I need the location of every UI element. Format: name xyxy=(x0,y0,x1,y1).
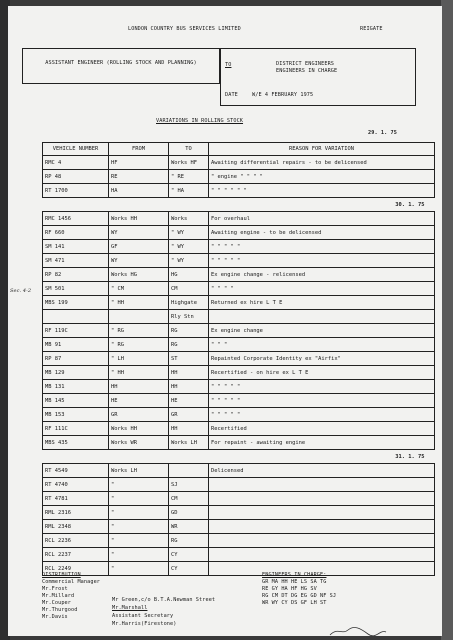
cell-to: CY xyxy=(169,562,209,576)
table-row xyxy=(43,520,435,534)
cell-to: " RE xyxy=(169,170,209,184)
cell-to: RG xyxy=(169,338,209,352)
cell-to: CY xyxy=(169,548,209,562)
cell-reason xyxy=(209,548,435,562)
from-text: ASSISTANT ENGINEER (ROLLING STOCK AND PLANNING) xyxy=(45,60,197,66)
cell-to: CM xyxy=(169,492,209,506)
cell-vehicle: RP 48 xyxy=(43,170,109,184)
cell-reason: Returned ex hire L T E xyxy=(209,296,435,310)
cell-from: WY xyxy=(109,254,169,268)
cell-vehicle: RT 4781 xyxy=(43,492,109,506)
cell-to: HH xyxy=(169,366,209,380)
table-row xyxy=(43,310,435,324)
distribution-heading: DISTRIBUTION xyxy=(42,572,81,578)
cell-reason: Ex engine change - relicensed xyxy=(209,268,435,282)
table-row xyxy=(43,324,435,338)
section-date-row xyxy=(43,450,435,464)
cell-reason: " " " " " xyxy=(209,408,435,422)
table-row xyxy=(43,422,435,436)
cell-reason: Delicensed xyxy=(209,464,435,478)
dist-name: Mr.Davis xyxy=(42,614,68,620)
cell-vehicle xyxy=(43,310,109,324)
dist-name: Mr.Couper xyxy=(42,600,72,606)
to-line-2: ENGINEERS IN CHARGE xyxy=(276,68,338,74)
cell-reason: Awaiting differential repairs - to be delicensed xyxy=(209,156,435,170)
cell-from: " CM xyxy=(109,282,169,296)
table-row xyxy=(43,394,435,408)
col-reason: REASON FOR VARIATION xyxy=(209,143,435,156)
table-row xyxy=(43,296,435,310)
table-row xyxy=(43,352,435,366)
cell-vehicle: RP 82 xyxy=(43,268,109,282)
cell-to: HH xyxy=(169,380,209,394)
cell-from: WY xyxy=(109,226,169,240)
cell-vehicle: RCL 2249 xyxy=(43,562,109,576)
engineers-line: RG CM DT DG EG GD NF SJ xyxy=(262,593,337,599)
cell-from: " xyxy=(109,520,169,534)
table-row xyxy=(43,534,435,548)
cell-from: GR xyxy=(109,408,169,422)
table-row xyxy=(43,562,435,576)
table-row xyxy=(43,282,435,296)
cell-from: HF xyxy=(109,156,169,170)
cell-vehicle: RCL 2237 xyxy=(43,548,109,562)
cell-to: Works LH xyxy=(169,436,209,450)
cell-vehicle: MB 129 xyxy=(43,366,109,380)
cell-from: " HH xyxy=(109,366,169,380)
cell-from: " xyxy=(109,548,169,562)
cell-vehicle: RF 111C xyxy=(43,422,109,436)
cell-vehicle: SM 501 xyxy=(43,282,109,296)
cell-reason: " " " " " xyxy=(209,240,435,254)
table-row xyxy=(43,380,435,394)
cell-reason: " " " xyxy=(209,338,435,352)
cell-from: " xyxy=(109,478,169,492)
table-row xyxy=(43,478,435,492)
cell-vehicle: MB 91 xyxy=(43,338,109,352)
cell-to: " WY xyxy=(169,240,209,254)
cell-vehicle: RT 4740 xyxy=(43,478,109,492)
cell-to: SJ xyxy=(169,478,209,492)
to-box xyxy=(220,48,416,106)
cell-reason xyxy=(209,310,435,324)
cell-to: " WY xyxy=(169,226,209,240)
table-row xyxy=(43,226,435,240)
cell-from xyxy=(109,310,169,324)
cell-to: Works xyxy=(169,212,209,226)
to-text xyxy=(276,61,337,75)
table-header xyxy=(43,143,435,156)
cell-reason: " " " " xyxy=(209,282,435,296)
cell-from: " RG xyxy=(109,324,169,338)
cell-from: Works HH xyxy=(109,422,169,436)
engineers-line: RE GY HA HF HG SV xyxy=(262,586,317,592)
engineers-heading: ENGINEERS IN CHARGE: xyxy=(262,572,327,578)
cell-reason: " " " " " xyxy=(209,380,435,394)
cell-to: WR xyxy=(169,520,209,534)
cell-from: " RG xyxy=(109,338,169,352)
to-line-1: DISTRICT ENGINEERS xyxy=(276,61,335,67)
table-row xyxy=(43,268,435,282)
table-row xyxy=(43,464,435,478)
section-date: 30. 1. 75 xyxy=(43,198,435,212)
cell-vehicle: RP 87 xyxy=(43,352,109,366)
cell-reason: Recertified - on hire ex L T E xyxy=(209,366,435,380)
table-row xyxy=(43,338,435,352)
table-row xyxy=(43,240,435,254)
to-label: TO xyxy=(225,62,232,68)
cell-reason: Awaiting engine - to be delicensed xyxy=(209,226,435,240)
cell-from: HA xyxy=(109,184,169,198)
cell-from: " xyxy=(109,506,169,520)
cell-to: GD xyxy=(169,506,209,520)
location: REIGATE xyxy=(360,26,383,32)
table-row xyxy=(43,506,435,520)
cell-from: Works WR xyxy=(109,436,169,450)
table-row xyxy=(43,170,435,184)
cell-vehicle: MB 131 xyxy=(43,380,109,394)
dist-entry: Mr Green,c/o B.T.A.Newman Street xyxy=(112,597,216,603)
cell-reason xyxy=(209,534,435,548)
cell-to: GR xyxy=(169,408,209,422)
dist-entry: Mr.Harris(Firestone) xyxy=(112,621,177,627)
cell-vehicle: RMC 4 xyxy=(43,156,109,170)
scan-right-edge xyxy=(441,0,453,640)
cell-vehicle: RF 119C xyxy=(43,324,109,338)
cell-from: " xyxy=(109,492,169,506)
commercial-manager: Commercial Manager xyxy=(42,579,101,585)
cell-to: HE xyxy=(169,394,209,408)
cell-to: Works HF xyxy=(169,156,209,170)
engineers-line: GR MA HH HE LS SA TG xyxy=(262,579,327,585)
cell-vehicle: RMC 1456 xyxy=(43,212,109,226)
cell-from: " HH xyxy=(109,296,169,310)
date-label: DATE xyxy=(225,92,238,98)
engineers-in-charge xyxy=(262,572,336,607)
table-row xyxy=(43,254,435,268)
distribution xyxy=(42,572,100,621)
cell-reason: Ex engine change xyxy=(209,324,435,338)
cell-from: Works HH xyxy=(109,212,169,226)
cell-to: CM xyxy=(169,282,209,296)
cell-vehicle: MB 145 xyxy=(43,394,109,408)
cell-from: HE xyxy=(109,394,169,408)
table-row xyxy=(43,408,435,422)
col-vehicle: VEHICLE NUMBER xyxy=(43,143,109,156)
cell-to: RG xyxy=(169,534,209,548)
cell-from: GF xyxy=(109,240,169,254)
cell-to: Rly Stn xyxy=(169,310,209,324)
col-to: TO xyxy=(169,143,209,156)
cell-from: Works LH xyxy=(109,464,169,478)
cell-from: Works HG xyxy=(109,268,169,282)
cell-vehicle: MB 153 xyxy=(43,408,109,422)
cell-vehicle: RML 2316 xyxy=(43,506,109,520)
dist-name: Mr.Millard xyxy=(42,593,75,599)
document-title: VARIATIONS IN ROLLING STOCK xyxy=(156,118,244,124)
cell-to: HG xyxy=(169,268,209,282)
cell-to: Highgate xyxy=(169,296,209,310)
organisation-name: LONDON COUNTRY BUS SERVICES LIMITED xyxy=(128,26,241,32)
cell-reason: " " " " " xyxy=(209,254,435,268)
cell-to: RG xyxy=(169,324,209,338)
table-row xyxy=(43,548,435,562)
cell-from: RE xyxy=(109,170,169,184)
cell-to: HH xyxy=(169,422,209,436)
engineers-line: WR WY CY DS GF LH ST xyxy=(262,600,327,606)
dist-entry: Assistant Secretary xyxy=(112,613,174,619)
signature-mark xyxy=(328,626,388,636)
table-row xyxy=(43,156,435,170)
cell-from: " xyxy=(109,562,169,576)
first-date: 29. 1. 75 xyxy=(368,130,398,136)
cell-reason xyxy=(209,506,435,520)
table-body xyxy=(43,156,435,576)
document-page xyxy=(8,6,442,636)
cell-from: HH xyxy=(109,380,169,394)
cell-reason xyxy=(209,520,435,534)
table-row xyxy=(43,212,435,226)
date-value: W/E 4 FEBRUARY 1975 xyxy=(252,92,314,98)
cell-vehicle: SM 141 xyxy=(43,240,109,254)
table-row xyxy=(43,184,435,198)
cell-vehicle: RML 2348 xyxy=(43,520,109,534)
cell-reason: " " " " " xyxy=(209,394,435,408)
cell-vehicle: RT 4549 xyxy=(43,464,109,478)
section-date: 31. 1. 75 xyxy=(43,450,435,464)
cell-vehicle: SM 471 xyxy=(43,254,109,268)
cell-from: " LH xyxy=(109,352,169,366)
cell-reason: Repainted Corporate Identity ex "Airfix" xyxy=(209,352,435,366)
dist-entry: Mr.Marshall xyxy=(112,605,148,611)
cell-reason: " engine " " " " xyxy=(209,170,435,184)
margin-note: Sec. 4-2 xyxy=(10,288,32,294)
section-date-row xyxy=(43,198,435,212)
cell-vehicle: RCL 2236 xyxy=(43,534,109,548)
cell-to: " WY xyxy=(169,254,209,268)
cell-vehicle: RT 1700 xyxy=(43,184,109,198)
cell-vehicle: MBS 435 xyxy=(43,436,109,450)
distribution-col2 xyxy=(112,596,215,628)
variations-table xyxy=(42,142,435,576)
cell-reason: " " " " " " xyxy=(209,184,435,198)
cell-reason: For repaint - awaiting engine xyxy=(209,436,435,450)
dist-name: Mr.Frost xyxy=(42,586,68,592)
cell-to: " HA xyxy=(169,184,209,198)
cell-reason xyxy=(209,478,435,492)
dist-name: Mr.Thurgood xyxy=(42,607,78,613)
cell-reason: Recertified xyxy=(209,422,435,436)
table-row xyxy=(43,366,435,380)
cell-vehicle: RF 660 xyxy=(43,226,109,240)
cell-reason: For overhaul xyxy=(209,212,435,226)
cell-reason xyxy=(209,492,435,506)
table-row xyxy=(43,436,435,450)
col-from: FROM xyxy=(109,143,169,156)
cell-to: ST xyxy=(169,352,209,366)
table-row xyxy=(43,492,435,506)
cell-vehicle: MBS 199 xyxy=(43,296,109,310)
cell-from: " xyxy=(109,534,169,548)
cell-to xyxy=(169,464,209,478)
